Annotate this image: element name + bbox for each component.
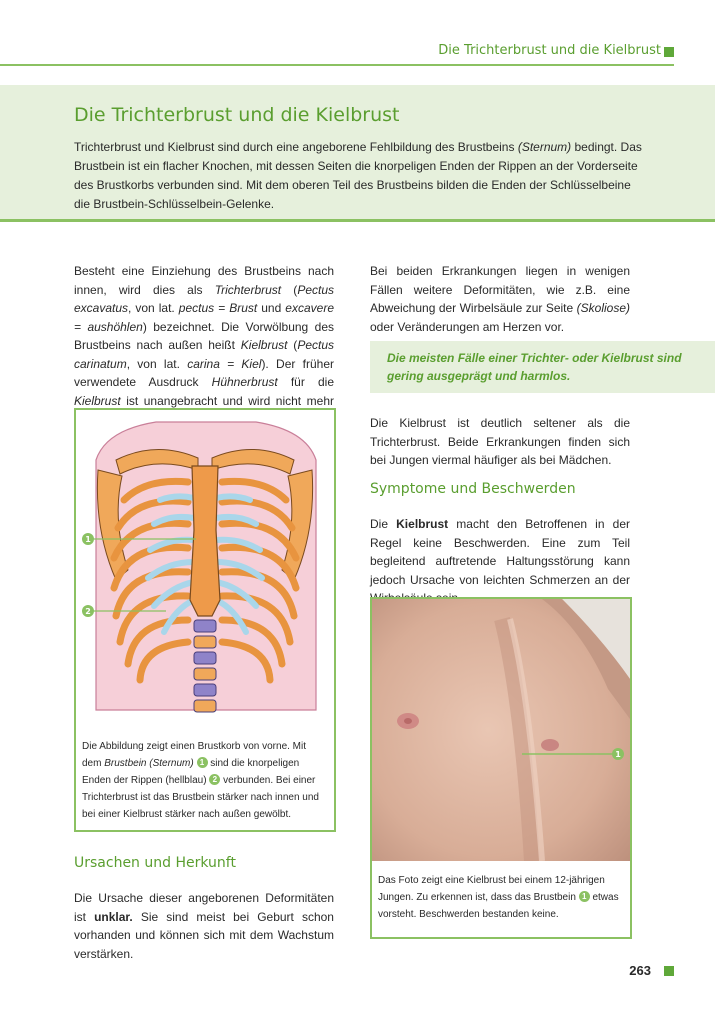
term: Hühnerbrust: [211, 375, 278, 389]
bold-term: Kielbrust: [396, 517, 449, 531]
text-run: ) bezeichnet. Die Vorwölbung des Brustbeins nach außen heißt: [74, 319, 334, 352]
caption-run: etwas vorsteht. Beschwerden bestanden keine.: [378, 892, 619, 920]
symptoms-paragraph: [370, 515, 630, 608]
text-run: ist unangebracht und wird nicht mehr: [126, 393, 334, 408]
label-2-text: 2: [85, 607, 91, 616]
label-badge-1: 1: [197, 757, 208, 768]
text-run: , von lat.: [126, 356, 188, 371]
intro-paragraph: [74, 138, 644, 214]
text-run: , von lat.: [128, 301, 179, 315]
caption-term: Brustbein (Sternum): [104, 758, 194, 769]
section-title: Die Trichterbrust und die Kielbrust: [74, 104, 400, 126]
term: (Skoliose): [576, 301, 630, 315]
chest-photo: [372, 599, 630, 861]
term: Kielbrust: [240, 338, 288, 352]
running-head: Die Trichterbrust und die Kielbrust: [438, 43, 661, 58]
intro-text-1: Trichterbrust und Kielbrust sind durch eine angeborene Fehlbildung des Brustbeins: [74, 140, 518, 154]
term: pectus = Brust: [178, 301, 258, 315]
page-number: 263: [629, 963, 651, 978]
text-run: für die: [277, 375, 334, 389]
caption-run: verbunden. Bei einer Trichterbrust ist das Brustbein stärker nach innen und bei einer Kielbrust stärker nach außen gewölbt.: [82, 775, 319, 820]
ribcage-illustration: [76, 410, 334, 730]
bold-term: unklar.: [94, 909, 133, 924]
text-run: macht den Betroffenen in der Regel keine Beschwerden. Eine zum Teil begleitend auftretende Haltungsstörung kann jedoch Ursache von leichten Schmerzen an der: [370, 517, 630, 587]
term: Kielbrust: [74, 393, 121, 408]
ribcage-caption: [82, 738, 328, 823]
text-run: und: [257, 301, 286, 315]
causes-heading: Ursachen und Herkunft: [74, 855, 236, 871]
causes-paragraph: [74, 889, 334, 963]
label-1-text: 1: [85, 535, 91, 544]
footer-square-icon: [664, 966, 674, 976]
text-run: Die: [370, 517, 397, 531]
photo-caption: [378, 872, 624, 923]
photo-label-badge-1: 1: [579, 891, 590, 902]
text-run: Bei beiden Erkrankungen liegen in wenigen Fällen weitere Deformitäten, wie z.B. eine Abweichung der Wirbelsäule zur Seite: [370, 264, 630, 315]
caption-run: Die Abbildung zeigt einen Brustkorb von vorne. Mit dem: [82, 741, 307, 769]
header-rule: [0, 64, 674, 66]
label-badge-2: 2: [209, 774, 220, 785]
term: Trichterbrust: [214, 282, 282, 297]
intro-term-sternum: (Sternum): [517, 140, 572, 154]
text-run: (: [287, 338, 298, 352]
text-run: oder Veränderungen am Herzen vor.: [370, 319, 565, 334]
caption-run: Das Foto zeigt eine Kielbrust bei einem 12-jährigen Jungen. Zu erkennen ist, dass das Brustbein: [378, 875, 605, 903]
caption-run: sind die knorpeligen Enden der Rippen (hellblau): [82, 758, 300, 786]
symptoms-heading: Symptome und Beschwerden: [370, 481, 576, 497]
term: Pectus excavatus: [74, 282, 334, 315]
definition-paragraph: [74, 262, 334, 429]
text-run: Sie sind meist bei Geburt schon vorhanden und können sich mit dem Wachstum verstärken.: [74, 909, 334, 961]
intro-text-2: bedingt. Das Brustbein ist ein flacher Knochen, mit dessen Seiten die knorpeligen Enden der Rippen an der Vorderseite des Brustkorbs verbunden sind. Mit dem oberen Teil des Brustbeins bilden die Enden der Schlüsselbeine die Brustbein-Schlüsselbein-Gelenke.: [74, 140, 642, 211]
text-run: ). Der früher verwendete Ausdruck: [74, 356, 334, 389]
header-square-icon: [664, 47, 674, 57]
text-run: (: [281, 282, 298, 297]
frequency-paragraph: Die Kielbrust ist deutlich seltener als die Trichterbrust. Beide Erkrankungen finden sich bei Jungen viermal häufiger als bei Mädchen.: [370, 416, 630, 467]
deformities-paragraph: [370, 262, 630, 336]
text-run: Die Ursache dieser angeborenen Deformitäten ist: [74, 891, 334, 924]
text-run: Besteht eine Einziehung des Brustbeins nach innen, wird dies als: [74, 264, 334, 297]
photo-label-1-text: 1: [615, 750, 621, 759]
term: carina = Kiel: [187, 356, 262, 371]
term: excavere = aushöhlen: [74, 301, 334, 334]
term: Pectus carinatum: [74, 338, 334, 371]
callout-text: Die meisten Fälle einer Trichter- oder Kielbrust sind gering ausgeprägt und harmlos.: [387, 351, 682, 383]
